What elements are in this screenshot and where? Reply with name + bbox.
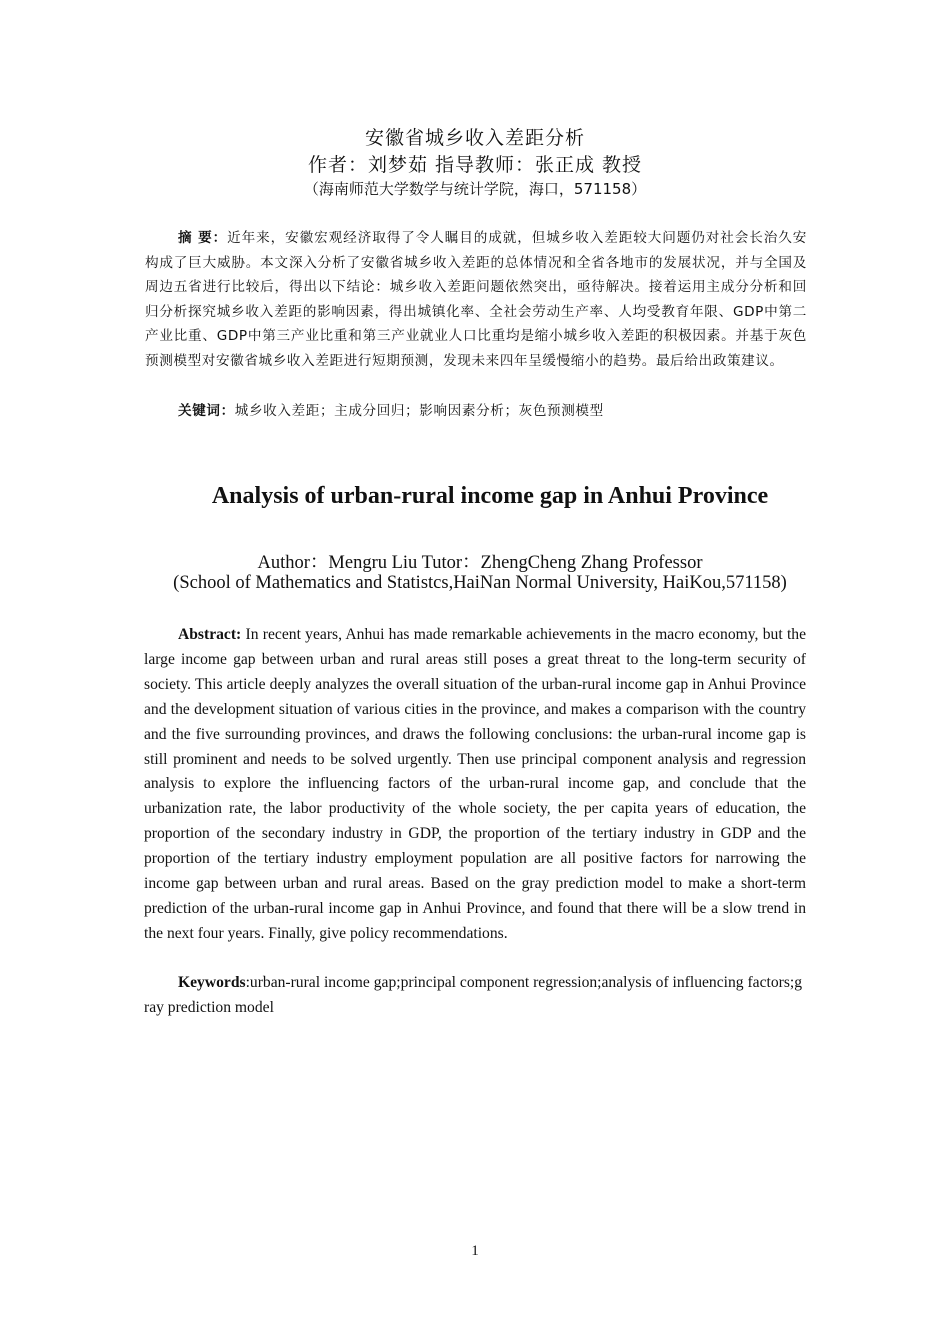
chinese-abstract: [145, 226, 807, 374]
chinese-keywords: [178, 399, 808, 423]
english-abstract-label: Abstract:: [178, 626, 242, 643]
english-keywords-text: :urban-rural income gap;principal component regression;analysis of influencing factors;gray prediction model: [144, 974, 803, 1016]
chinese-title: 安徽省城乡收入差距分析: [364, 127, 585, 149]
chinese-keywords-label: 关键词：: [178, 403, 235, 419]
chinese-keywords-text: 城乡收入差距；主成分回归；影响因素分析；灰色预测模型: [234, 403, 604, 419]
english-abstract: [144, 623, 806, 947]
english-keywords: [144, 971, 806, 1021]
english-title: Analysis of urban-rural income gap in Anhui Province: [211, 483, 769, 509]
chinese-authors: 作者：刘梦茹 指导教师：张正成 教授: [307, 154, 643, 176]
page-number: 1: [471, 1243, 479, 1259]
chinese-abstract-label: 摘 要：: [178, 230, 228, 246]
chinese-affiliation: （海南师范大学数学与统计学院，海口，571158）: [303, 180, 647, 198]
chinese-abstract-text: 近年来，安徽宏观经济取得了令人瞩目的成就，但城乡收入差距较大问题仍对社会长治久安构成了巨大威胁。本文深入分析了安徽省城乡收入差距的总体情况和全省各地市的发展状况，并与全国及周边五省进行比较后，得出以下结论：城乡收入差距问题依然突出，亟待解决。接着运用主成分分析和回归分析探究城乡收入差距的影响因素，得出城镇化率、全社会劳动生产率、人均受教育年限、GDP中第二产业比重、GDP中第三产业比重和第三产业就业人口比重均是缩小城乡收入差距的积极因素。并基于灰色预测模型对安徽省城乡收入差距进行短期预测，发现未来四年呈缓慢缩小的趋势。最后给出政策建议。: [145, 230, 807, 369]
english-abstract-text: In recent years, Anhui has made remarkable achievements in the macro economy, but the large income gap between urban and rural areas still poses a great threat to the long-term security of society. This article deeply analyzes the overall situation of the urban-rural income gap in Anhui Province and the development situation of various cities in the province, and makes a comparison with the country and the five surrounding provinces, and draws the following conclusions: the urban-rural income gap is still prominent and needs to be solved urgently. Then use principal component analysis and regression analysis to explore the influencing factors of the urban-rural income gap, and conclude that the urbanization rate, the labor productivity of the whole society, the per capita years of education, the proportion of the secondary industry in GDP, the proportion of the tertiary industry in GDP and the proportion of the tertiary industry employment population are all positive factors for narrowing the income gap between urban and rural areas. Based on the gray prediction model to make a short-term prediction of the urban-rural income gap in Anhui Province, and found that there will be a slow trend in the next four years. Finally, give policy recommendations.: [144, 626, 806, 942]
english-affiliation: (School of Mathematics and Statistcs,HaiNan Normal University, HaiKou,571158): [173, 573, 787, 593]
english-keywords-label: Keywords: [178, 974, 246, 991]
english-authors: Author：Mengru Liu Tutor：ZhengCheng Zhang Professor: [257, 553, 703, 573]
